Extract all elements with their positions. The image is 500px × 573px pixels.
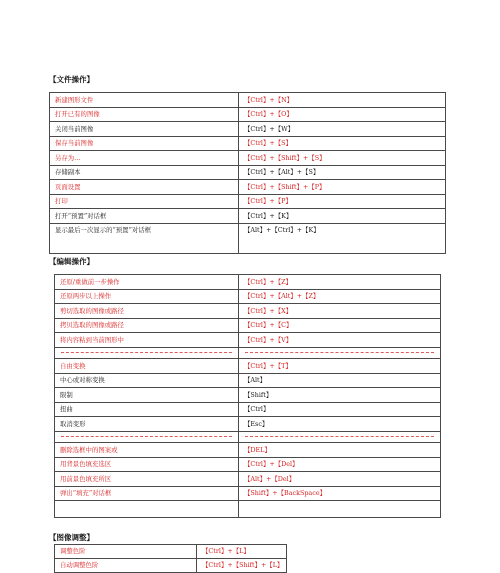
shortcut-keys: 【Ctrl】+【S】 — [239, 136, 446, 151]
image-shortcuts-table — [54, 544, 287, 573]
shortcut-keys: 【Alt】+【Del】 — [239, 472, 441, 487]
shortcut-action: 调整色阶 — [55, 545, 197, 559]
table-row — [50, 93, 446, 108]
shortcut-keys: 【Ctrl】+【T】 — [239, 358, 441, 373]
section-title-image: 【图像调整】 — [49, 533, 94, 542]
shortcut-action: 取消变形 — [55, 417, 239, 432]
table-row — [55, 388, 441, 403]
shortcut-keys: 【Ctrl】+【X】 — [239, 304, 441, 319]
shortcut-action: 还原/重做前一步操作 — [55, 275, 239, 290]
shortcut-keys: 【Alt】+【Ctrl】+【K】 — [239, 223, 446, 253]
shortcut-action: 还原两步以上操作 — [55, 289, 239, 304]
table-row — [50, 209, 446, 224]
shortcut-keys: 【Ctrl】+【L】 — [197, 545, 287, 559]
table-row — [50, 194, 446, 209]
shortcut-action: 剪切选取的图像或路径 — [55, 304, 239, 319]
shortcut-keys: 【Ctrl】+【Alt】+【Z】 — [239, 289, 441, 304]
shortcut-keys: 【DEL】 — [239, 442, 441, 457]
file-shortcuts-table — [49, 92, 446, 254]
separator-row — [55, 347, 441, 358]
shortcut-keys: 【Ctrl】+【P】 — [239, 194, 446, 209]
shortcut-action: 关闭当前图像 — [50, 122, 239, 137]
table-row — [55, 472, 441, 487]
separator-cell — [239, 431, 441, 442]
shortcut-keys: 【Ctrl】+【W】 — [239, 122, 446, 137]
shortcut-action: 将内容粘到当前图形中 — [55, 333, 239, 348]
shortcut-action: 另存为... — [50, 151, 239, 166]
separator-cell — [55, 431, 239, 442]
dashed-divider — [245, 352, 434, 353]
separator-cell — [55, 347, 239, 358]
shortcut-keys: 【Ctrl】+【K】 — [239, 209, 446, 224]
shortcut-action: 删除选框中的图案或 — [55, 442, 239, 457]
shortcut-action: 页面设置 — [50, 180, 239, 195]
table-row — [55, 457, 441, 472]
shortcut-action: 弹出“填充”对话框 — [55, 486, 239, 501]
shortcut-action: 自由变换 — [55, 358, 239, 373]
table-row — [50, 223, 446, 253]
shortcut-action: 打印 — [50, 194, 239, 209]
shortcut-action: 扭曲 — [55, 402, 239, 417]
shortcut-keys: 【Ctrl】+【O】 — [239, 107, 446, 122]
shortcut-keys: 【Esc】 — [239, 417, 441, 432]
section-title-file: 【文件操作】 — [49, 75, 94, 84]
shortcut-keys: 【Ctrl】+【C】 — [239, 318, 441, 333]
empty-cell — [55, 501, 239, 518]
table-row — [55, 304, 441, 319]
table-row — [55, 545, 287, 559]
dashed-divider — [61, 436, 232, 437]
table-row — [55, 373, 441, 388]
shortcut-keys: 【Shift】+【BackSpace】 — [239, 486, 441, 501]
edit-shortcuts-table — [54, 274, 441, 518]
section-title-edit: 【编辑操作】 — [49, 257, 94, 266]
table-row — [55, 289, 441, 304]
shortcut-action: 中心或对称变换 — [55, 373, 239, 388]
shortcut-action: 限制 — [55, 388, 239, 403]
shortcut-keys: 【Ctrl】+【Shift】+【L】 — [197, 559, 287, 573]
shortcut-keys: 【Ctrl】+【Z】 — [239, 275, 441, 290]
table-row — [55, 402, 441, 417]
shortcut-action: 用前景色填充所区 — [55, 472, 239, 487]
shortcut-keys: 【Ctrl】+【N】 — [239, 93, 446, 108]
dashed-divider — [245, 436, 434, 437]
shortcut-keys: 【Ctrl】 — [239, 402, 441, 417]
shortcut-action: 新建图形文件 — [50, 93, 239, 108]
shortcut-action: 打开“预置”对话框 — [50, 209, 239, 224]
shortcut-keys: 【Alt】 — [239, 373, 441, 388]
table-row — [55, 275, 441, 290]
shortcut-action: 打开已有的图像 — [50, 107, 239, 122]
separator-cell — [239, 347, 441, 358]
shortcut-keys: 【Ctrl】+【Shift】+【S】 — [239, 151, 446, 166]
table-row — [50, 165, 446, 180]
table-row — [50, 122, 446, 137]
empty-cell — [239, 501, 441, 518]
shortcut-keys: 【Shift】 — [239, 388, 441, 403]
table-row — [50, 107, 446, 122]
table-row — [50, 136, 446, 151]
shortcut-keys: 【Ctrl】+【V】 — [239, 333, 441, 348]
table-row — [55, 333, 441, 348]
shortcut-keys: 【Ctrl】+【Del】 — [239, 457, 441, 472]
shortcut-keys: 【Ctrl】+【Shift】+【P】 — [239, 180, 446, 195]
shortcut-action: 自动调整色阶 — [55, 559, 197, 573]
table-row — [55, 358, 441, 373]
table-row — [50, 180, 446, 195]
table-row — [55, 486, 441, 501]
dashed-divider — [61, 352, 232, 353]
empty-row — [55, 501, 441, 518]
shortcut-action: 拷贝选取的图像或路径 — [55, 318, 239, 333]
shortcut-keys: 【Ctrl】+【Alt】+【S】 — [239, 165, 446, 180]
shortcut-action: 显示最后一次显示的“预置”对话框 — [50, 223, 239, 253]
table-row — [55, 442, 441, 457]
table-row — [50, 151, 446, 166]
table-row — [55, 318, 441, 333]
separator-row — [55, 431, 441, 442]
shortcut-action: 保存当前图像 — [50, 136, 239, 151]
table-row — [55, 417, 441, 432]
shortcut-action: 存储副本 — [50, 165, 239, 180]
shortcut-action: 用背景色填充选区 — [55, 457, 239, 472]
